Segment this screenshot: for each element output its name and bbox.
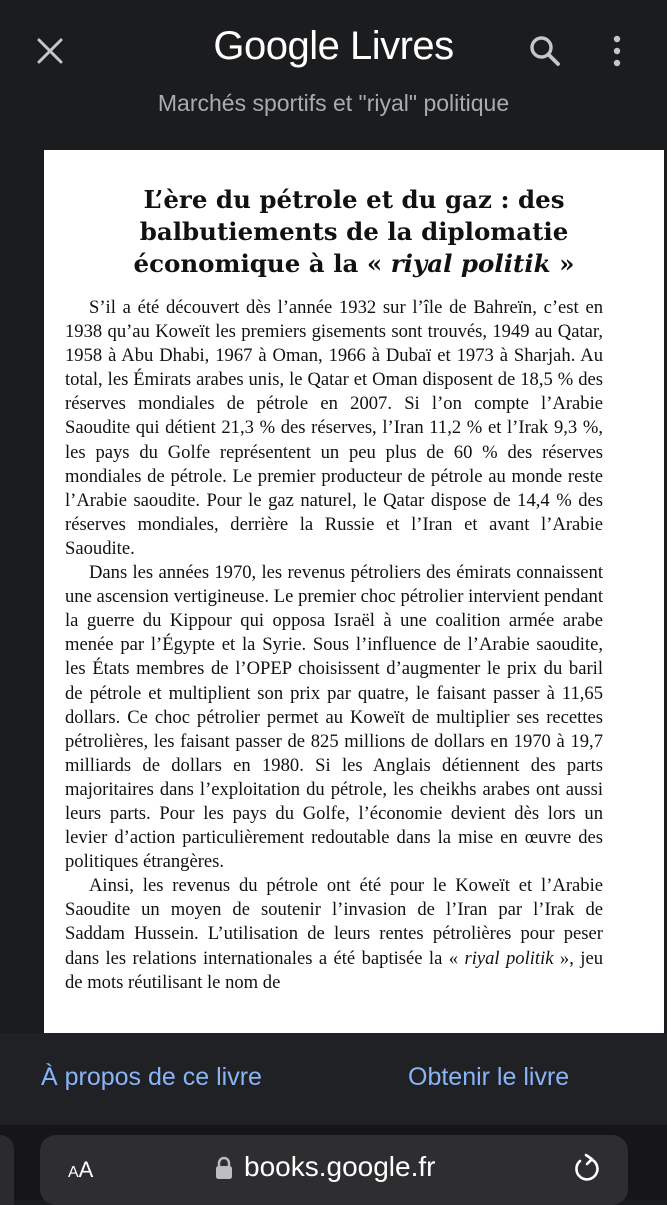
text-size-small: A	[68, 1164, 79, 1181]
paragraph-text: Ainsi, les revenus du pétrole ont été pour le Koweït et l’Arabie Saoudite un moyen de soutenir l’invasion de l’Iran par l’Irak de Saddam Hussein. L’utilisation de leurs rentes pétrolières pour peser dans les relations internationales a été baptisée la «	[65, 875, 603, 969]
more-vertical-icon	[611, 34, 623, 68]
get-book-link[interactable]: Obtenir le livre	[408, 1063, 570, 1091]
book-action-bar	[0, 1033, 667, 1125]
paragraph-italic: riyal politik	[464, 947, 554, 969]
text-size-button[interactable]	[68, 1157, 93, 1183]
url-text[interactable]: books.google.fr	[244, 1151, 436, 1182]
search-icon	[528, 34, 562, 68]
brand-google: Google	[213, 24, 340, 68]
book-page[interactable]	[44, 150, 664, 1033]
lock-icon	[215, 1156, 233, 1180]
chapter-title-end: »	[550, 249, 575, 278]
app-header	[0, 0, 667, 150]
chapter-body	[65, 296, 603, 995]
paragraph: Dans les années 1970, les revenus pétroliers des émirats connaissent une ascension vertigineuse. Le premier choc pétrolier intervient pendant la guerre du Kippour qui opposa Israël à une coalition armée arabe menée par l’Égypte et la Syrie. Sous l’influence de l’Arabie saoudite, les États membres de l’OPEP choisissent d’augmenter le prix du baril de pétrole et multiplient son prix par quatre, le faisant passer à 11,65 dollars. Ce choc pétrolier permet au Koweït de multiplier ses recettes pétrolières, les faisant passer de 825 millions de dollars en 1970 à 19,7 milliards de dollars en 1980. Si les Anglais détiennent des parts majoritaires dans l’exploitation du pétrole, les cheikhs arabes ont aussi leurs parts. Pour les pays du Golfe, l’économie devient dès lors un levier d’action particulièrement redoutable dans la mise en œuvre des politiques étrangères.	[65, 562, 603, 873]
chapter-title	[66, 184, 642, 280]
search-button[interactable]	[521, 27, 569, 75]
chapter-title-text: L’ère du pétrole et du gaz : des balbutiements de la diplomatie économique à la «	[133, 185, 569, 278]
previous-tab-edge[interactable]	[0, 1135, 14, 1205]
paragraph-text-end: », jeu de mots réutilisant le nom de	[65, 947, 603, 993]
brand-product: Livres	[349, 24, 454, 68]
text-size-large: A	[78, 1157, 94, 1182]
paragraph: S’il a été découvert dès l’année 1932 sur l’île de Bahreïn, c’est en 1938 qu’au Koweït les premiers gisements sont trouvés, 1949 au Qatar, 1958 à Abu Dhabi, 1967 à Oman, 1966 à Dubaï et 1973 à Sharjah. Au total, les Émirats arabes unis, le Qatar et Oman disposent de 18,5 % des réserves mondiales de pétrole en 2007. Si l’on compte l’Arabie Saoudite qui détient 21,3 % des réserves, l’Iran 11,2 % et l’Irak 9,3 %, les pays du Golfe représentent un peu plus de 60 % des réserves mondiales de pétrole. Le premier producteur de pétrole au monde reste l’Arabie saoudite. Pour le gaz naturel, le Qatar dispose de 14,4 % des réserves mondiales, derrière la Russie et l’Iran et avant l’Arabie Saoudite.	[65, 297, 603, 559]
book-title: Marchés sportifs et "riyal" politique	[157, 90, 510, 116]
chapter-title-italic: riyal politik	[390, 249, 551, 278]
paragraph	[65, 874, 603, 994]
about-book-link[interactable]: À propos de ce livre	[41, 1063, 262, 1091]
more-options-button[interactable]	[593, 27, 641, 75]
reload-icon[interactable]	[572, 1152, 602, 1184]
